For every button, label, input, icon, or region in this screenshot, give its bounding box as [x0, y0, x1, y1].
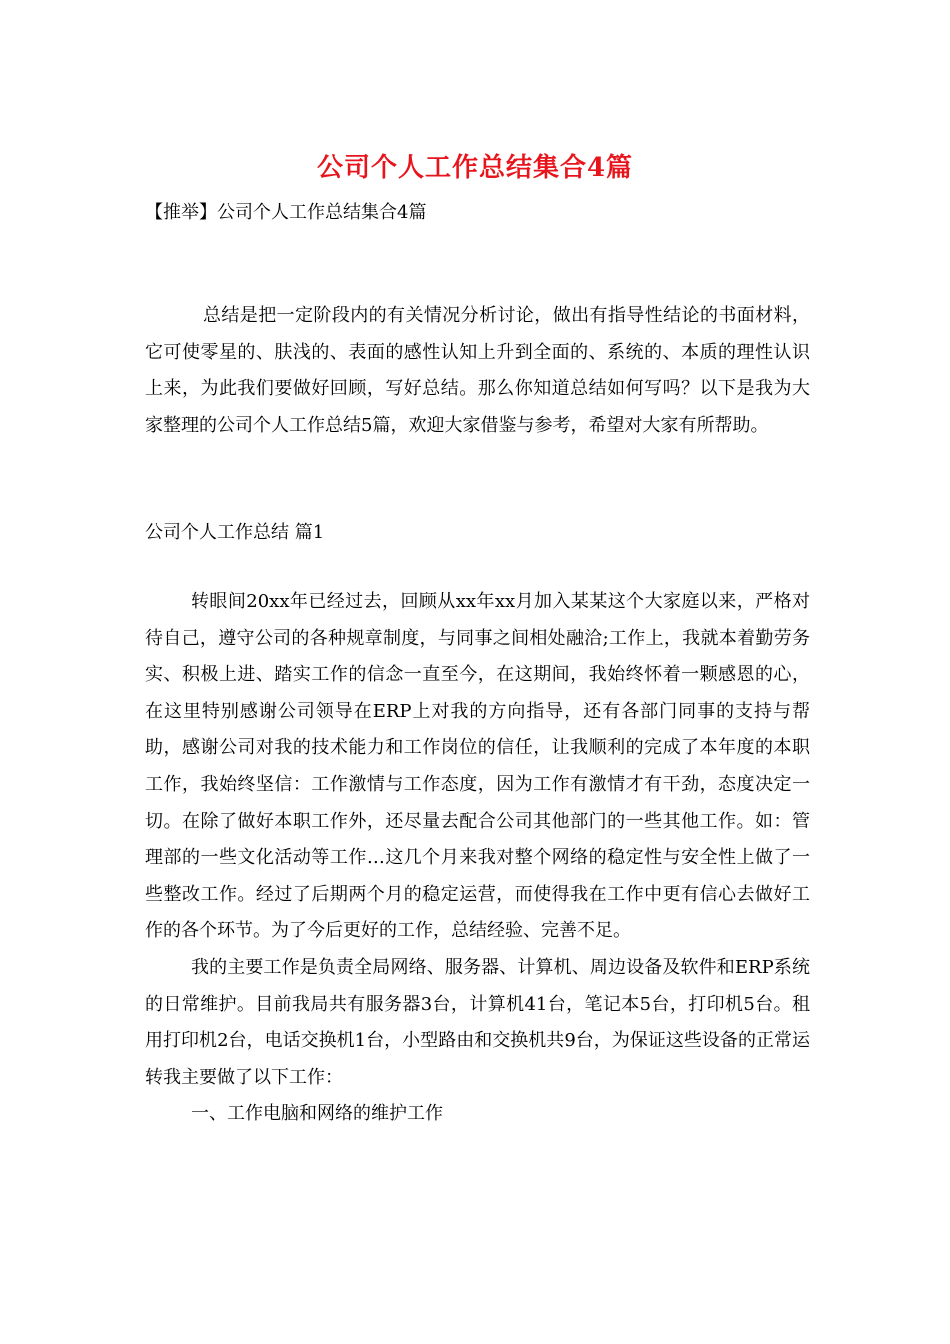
- article-body: [145, 584, 810, 1133]
- intro-paragraph: 总结是把一定阶段内的有关情况分析讨论，做出有指导性结论的书面材料，它可使零星的、肤浅的、表面的感性认知上升到全面的、系统的、本质的理性认识上来，为此我们要做好回顾，写好总结。那么你知道总结如何写吗？以下是我为大家整理的公司个人工作总结5篇，欢迎大家借鉴与参考，希望对大家有所帮助。: [145, 305, 810, 436]
- document-subtitle: 【推举】公司个人工作总结集合4篇: [145, 202, 427, 223]
- section-heading: 公司个人工作总结 篇1: [145, 522, 325, 543]
- document-title: 公司个人工作总结集合4篇: [316, 153, 634, 183]
- intro-section: [145, 298, 810, 444]
- article-paragraph-2: 我的主要工作是负责全局网络、服务器、计算机、周边设备及软件和ERP系统的日常维护。目前我局共有服务器3台，计算机41台，笔记本5台，打印机5台。租用打印机2台，电话交换机1台，小型路由和交换机共9台，为保证这些设备的正常运转我主要做了以下工作：: [145, 956, 810, 1088]
- list-heading: 一、工作电脑和网络的维护工作: [191, 1103, 443, 1125]
- article-paragraph-1: 转眼间20xx年已经过去，回顾从xx年xx月加入某某这个大家庭以来，严格对待自己，遵守公司的各种规章制度，与同事之间相处融洽;工作上，我就本着勤劳务实、积极上进、踏实工作的信念一直至今，在这期间，我始终怀着一颗感恩的心，在这里特别感谢公司领导在ERP上对我的方向指导，还有各部门同事的支持与帮助，感谢公司对我的技术能力和工作岗位的信任，让我顺利的完成了本年度的本职工作，我始终坚信：工作激情与工作态度，因为工作有激情才有干劲，态度决定一切。在除了做好本职工作外，还尽量去配合公司其他部门的一些其他工作。如：管理部的一些文化活动等工作…这几个月来我对整个网络的稳定性与安全性上做了一些整改工作。经过了后期两个月的稳定运营，而使得我在工作中更有信心去做好工作的各个环节。为了今后更好的工作，总结经验、完善不足。: [145, 591, 810, 942]
